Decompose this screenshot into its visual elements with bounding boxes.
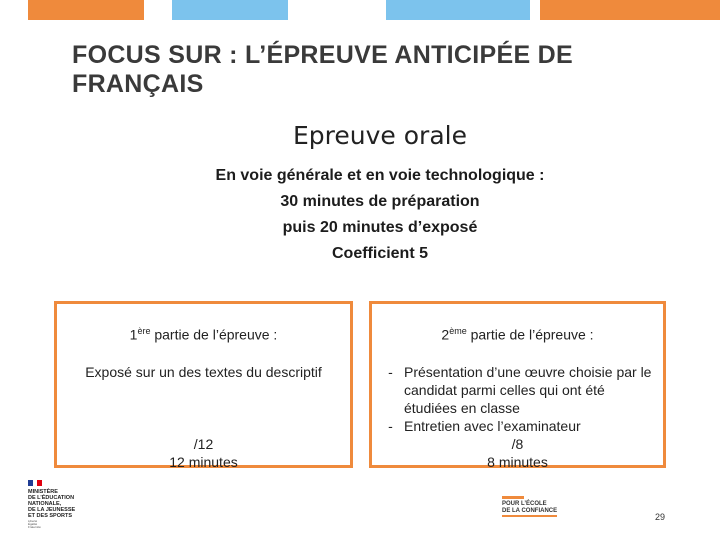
top-bar-blue-center (172, 0, 288, 20)
page-number: 29 (654, 512, 665, 522)
ministry-line: NATIONALE, (28, 501, 62, 507)
first-part-ordinal: 1 (129, 326, 138, 343)
ministry-line: DE LA JEUNESSE (28, 507, 76, 513)
first-part-duration: 12 minutes (169, 454, 238, 470)
info-line-coefficient: Coefficient 5 (331, 245, 428, 262)
first-part-score: /12 (193, 436, 214, 452)
info-line-expose: puis 20 minutes d’exposé (282, 219, 478, 236)
top-bar-orange-left (28, 0, 144, 20)
second-part-ordinal-suffix: ème (449, 326, 467, 336)
info-line-preparation: 30 minutes de préparation (280, 193, 480, 210)
second-part-score-block (372, 435, 663, 471)
exam-info (0, 163, 720, 267)
bullet-text-presentation: Présentation d’une œuvre choisie par le candidat parmi celles qui ont été étudiées en classe (404, 364, 652, 416)
ministry-line: MINISTÈRE (28, 489, 58, 495)
bullet-item (377, 417, 657, 435)
logo-line-1: POUR L’ÉCOLE (502, 501, 547, 507)
republic-motto (28, 520, 88, 529)
second-part-heading (372, 326, 663, 343)
subtitle: Epreuve orale (293, 121, 467, 150)
second-part-ordinal: 2 (441, 326, 450, 343)
first-part-heading (57, 326, 350, 343)
first-part-score-block (57, 435, 350, 471)
ministry-line: ET DES SPORTS (28, 513, 73, 519)
first-part-ordinal-suffix: ère (137, 326, 151, 336)
logo-accent-bar (502, 496, 524, 499)
first-part-heading-text: partie de l’épreuve : (150, 326, 278, 343)
bullet-text-entretien: Entretien avec l’examinateur (404, 418, 581, 434)
top-bar-orange-right (540, 0, 720, 20)
bullet-dash: - (388, 364, 393, 380)
page-title: FOCUS SUR : L’ÉPREUVE ANTICIPÉE DE FRANÇAIS (72, 41, 574, 98)
ministry-logo (28, 480, 88, 532)
second-part-box (369, 301, 666, 468)
motto-line: Liberté (28, 519, 38, 523)
motto-line: Égalité (28, 522, 38, 526)
french-flag-icon (28, 480, 42, 486)
second-part-duration: 8 minutes (487, 454, 548, 470)
second-part-bullet-list (377, 363, 657, 435)
top-bar-blue-right (386, 0, 530, 20)
first-part-description: Exposé sur un des textes du descriptif (85, 364, 322, 380)
info-line-voies: En voie générale et en voie technologique : (215, 167, 545, 184)
bullet-item (377, 363, 657, 417)
bullet-dash: - (388, 418, 393, 434)
second-part-score: /8 (511, 436, 524, 452)
ecole-confiance-logo (502, 496, 592, 526)
first-part-box (54, 301, 353, 468)
second-part-heading-text: partie de l’épreuve : (466, 326, 594, 343)
motto-line: Fraternité (28, 525, 41, 529)
ministry-line: DE L’ÉDUCATION (28, 495, 75, 501)
logo-line-2: DE LA CONFIANCE (502, 508, 557, 517)
ministry-name (28, 489, 88, 519)
